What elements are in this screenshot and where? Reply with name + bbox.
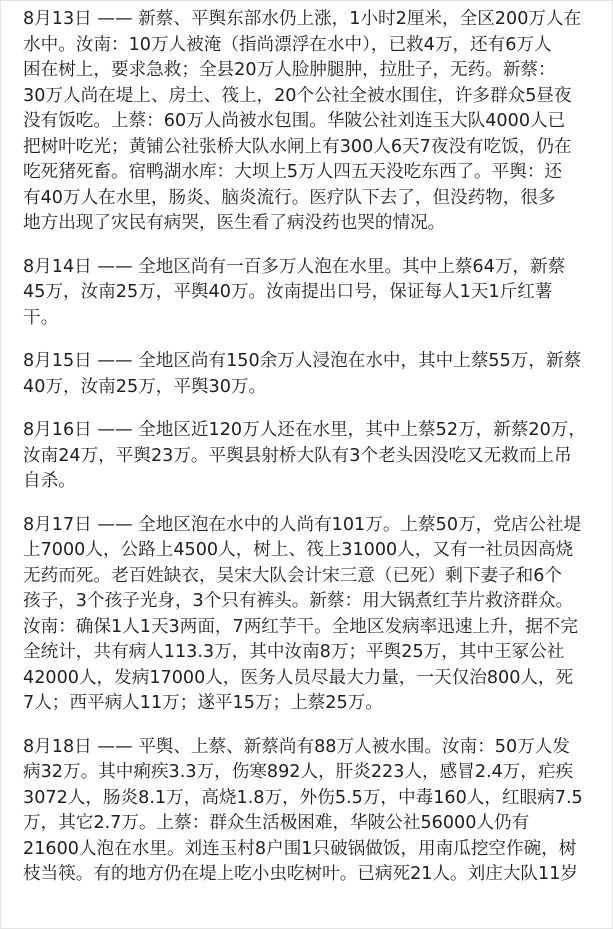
text-line: 8月17日 —— 全地区泡在水中的人尚有101万。上蔡50万，党店公社堤 [23, 514, 582, 535]
text-line: 病32万。其中痢疾3.3万，伤寒892人，肝炎223人，感冒2.4万，疟疾 [23, 762, 574, 782]
text-line: 8月13日 —— 新蔡、平舆东部水仍上涨，1小时2厘米，全区200万人在 [23, 9, 582, 29]
entry-aug-16 [23, 418, 603, 495]
text-line: 8月14日 —— 全地区尚有一百多万人泡在水里。其中上蔡64万，新蔡 [23, 256, 566, 277]
text-line: 孩子，3个孩子光身，3个只有裤头。新蔡：用大锅煮红芋片救济群众。 [23, 591, 574, 611]
article-body [23, 7, 603, 906]
text-line: 困在树上，要求急救；全县20万人脸肿腿肿，拉肚子，无药。新蔡： [23, 60, 556, 80]
text-line: 枝当筷。有的地方仍在堤上吃小虫吃树叶。已病死21人。刘庄大队11岁 [23, 864, 578, 884]
text-line: 45万，汝南25万，平舆40万。汝南提出口号，保证每人1天1斤红薯 [23, 282, 553, 302]
entry-aug-15 [23, 349, 603, 400]
text-line: 汝南24万，平舆23万。平舆县射桥大队有3个老头因没吃又无救而上吊 [23, 445, 572, 466]
text-line: 3072人，肠炎8.1万，高烧1.8万，外伤5.5万，中毒160人，红眼病7.5 [23, 787, 583, 808]
entry-aug-13 [23, 7, 603, 237]
text-line: 7人；西平病人11万；遂平15万；上蔡25万。 [23, 693, 383, 713]
text-line: 水中。汝南：10万人被淹（指尚漂浮在水中），已救4万，还有6万人 [23, 34, 552, 55]
text-line: 万，其它2.7万。上蔡：群众生活极困难，华陂公社56000人仍有 [23, 813, 530, 833]
entry-aug-14 [23, 255, 603, 332]
text-line: 无药而死。老百姓缺衣，吴宋大队会计宋三意（已死）剩下妻子和6个 [23, 565, 563, 586]
text-line: 8月15日 —— 全地区尚有150余万人浸泡在水中，其中上蔡55万，新蔡 [23, 351, 582, 371]
text-line: 有40万人在水里，肠炎、脑炎流行。医疗队下去了，但没药物，很多 [23, 187, 556, 208]
text-line: 8月18日 —— 平舆、上蔡、新蔡尚有88万人被水围。汝南：50万人发 [23, 736, 570, 757]
entry-aug-18 [23, 735, 603, 888]
text-line: 干。 [23, 307, 59, 328]
text-line: 没有饭吃。上蔡：60万人尚被水包围。华陂公社刘连玉大队4000人已 [23, 111, 566, 131]
text-line: 把树叶吃光；黄铺公社张桥大队水闸上有300人6天7夜没有吃饭，仍在 [23, 136, 572, 157]
text-line: 自杀。 [23, 471, 76, 491]
text-line: 上7000人，公路上4500人，树上、筏上31000人，又有一社员因高烧 [23, 540, 574, 560]
text-line: 42000人，发病17000人，医务人员尽最大力量，一天仅治800人，死 [23, 667, 574, 688]
text-line: 21600人泡在水里。刘连玉村8户围1只破锅做饭，用南瓜挖空作碗，树 [23, 838, 577, 859]
text-line: 汝南：确保1人1天3两面，7两红芋干。全地区发病率迅速上升，据不完 [23, 616, 578, 637]
text-line: 8月16日 —— 全地区近120万人还在水里，其中上蔡52万，新蔡20万， [23, 420, 586, 440]
text-line: 30万人尚在堤上、房土、筏上，20个公社全被水围住，许多群众5昼夜 [23, 85, 572, 106]
entry-aug-17 [23, 513, 603, 717]
text-line: 全统计，共有病人113.3万，其中汝南8万；平舆25万，其中王冢公社 [23, 642, 565, 662]
text-line: 40万，汝南25万，平舆30万。 [23, 376, 267, 397]
text-line: 地方出现了灾民有病哭，医生看了病没药也哭的情况。 [23, 213, 446, 233]
text-line: 吃死猪死畜。宿鸭湖水库：大坝上5万人四五天没吃东西了。平舆：还 [23, 162, 563, 182]
